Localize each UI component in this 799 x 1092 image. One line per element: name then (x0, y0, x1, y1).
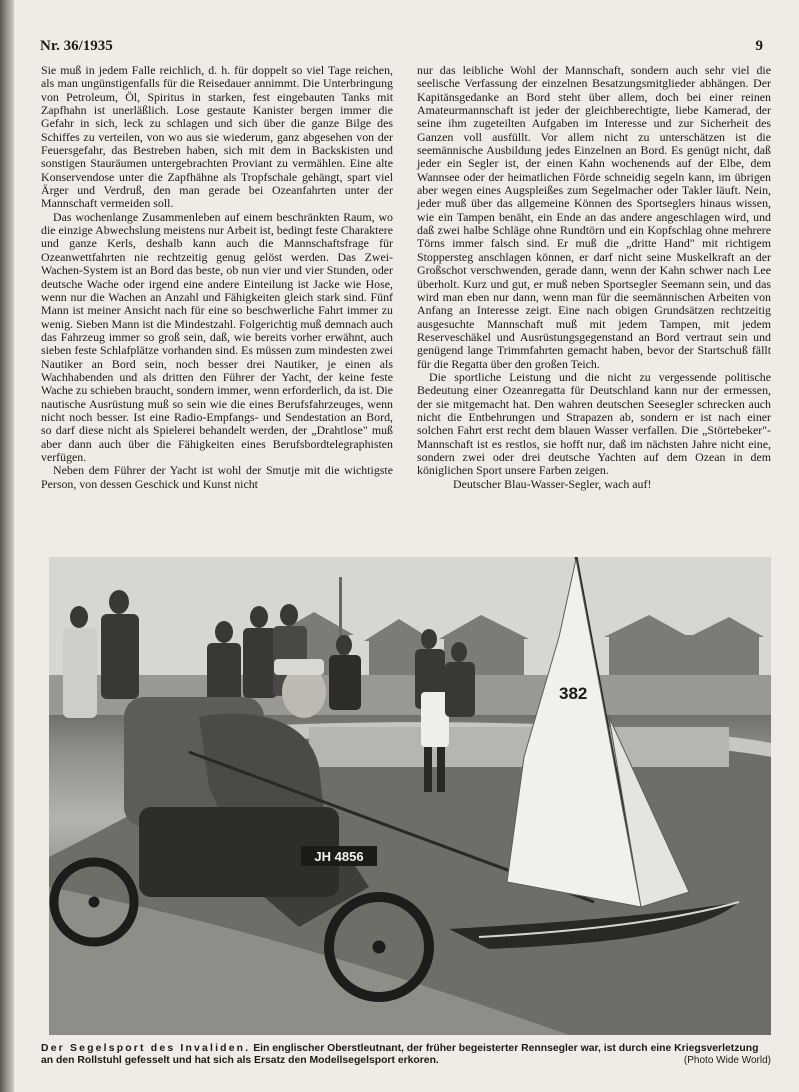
sail-number: 382 (559, 684, 588, 703)
issue-number: Nr. 36/1935 (40, 38, 113, 54)
right-column (417, 64, 771, 491)
paragraph: Das wochenlange Zusammenleben auf einem beschränkten Raum, wo die einzige Abwechslung meistens nur Arbeit ist, bedingt feste Charaktere und ganze Kerls, deshalb kann auch die Mannschaftsfrage für Ozeanwettfahrten nie rechtzeitig genug gelöst werden. Das Zwei-Wachen-System ist an Bord das beste, ob nun vier und vier Stunden, oder deutsche Wache oder irgend eine andere Einteilung ist Jacke wie Hose, wenn nur die Wachen an Anzahl und Fähigkeiten gleich stark sind. Fünf Mann ist meiner Ansicht nach für eine so beschwerliche Fahrt immer zu wenig. Sieben Mann ist die Mindestzahl. Folgerichtig muß demnach auch das Fahrzeug immer so groß sein, daß, wie bereits vorher erwähnt, auch sieben feste Schlafplätze vorhanden sind. Es müssen zum mindesten zwei Nautiker an Bord sein, noch besser drei Nautiker, je einen als Wachhabenden und als dritten den Führer der Yacht, der keine feste Wache zu schieben braucht, sondern immer, wenn erforderlich, da ist. Die nautische Ausrüstung muß so sein wie die eines Berufsfahrzeuges, wenn nicht noch besser. Ist eine Radio-Empfangs- und Sendestation an Bord, so darf diese nicht als Spielerei behandelt werden, der „Drahtlose" muß aber dann auch über die Fähigkeiten eines Berufsbordtelegraphisten verfügen. (41, 209, 393, 464)
photo-credit: (Photo Wide World) (683, 1055, 771, 1066)
closing-line: Deutscher Blau-Wasser-Segler, wach auf! (453, 476, 652, 491)
caption-text: Ein englischer Oberstleutnant, der früher begeisterter Rennsegler war, ist durch eine Kriegsverletzung an den Rollstuhl gefesselt und hat sich als Ersatz den Modellsegelsport erkoren. (41, 1043, 759, 1067)
photograph (49, 557, 771, 1035)
page-header (40, 38, 763, 58)
photo-illustration (49, 557, 771, 1035)
paragraph: nur das leibliche Wohl der Mannschaft, sondern auch sehr viel die seelische Verfassung der einzelnen Besatzungsmitglieder abhängen. Der Kapitänsgedanke an Bord steht über allem, doch bei einer reinen Amateurmannschaft ist jeder der gleichberechtigte, liebe Kamerad, der seine ihm zugeteilten Aufgaben im Interesse und zur Sicherheit des Ganzen voll ausfüllt. Vor allem nicht zu unterschätzen ist die seemännische Ausbildung jedes Einzelnen an Bord. Es genügt nicht, daß jeder ein Segler ist, der einen Kahn wochenends auf der Elbe, dem Wannsee oder der heimatlichen Förde schneidig segeln kann, im übrigen aber wegen eines Augspleißes zum Segelmacher oder Takler läuft. Nein, jeder muß über das allgemeine Können des Sportseglers hinaus wissen, wie ein Tampen benäht, ein Ende an das andere angeschlagen wird, und daß zwei halbe Schläge ohne Rundtörn und ein Kopfschlag ohne mehrere Törns immer falsch sind. Er muß die „dritte Hand" mit richtigem Stoppersteg anschlagen können, er darf nicht seine Muskelkraft an der Großschot verschwenden, gerade dann, wenn der Kahn schwer nach Lee überholt. Kurz und gut, er muß neben Sportsegler Seemann sein, und das wird man eben nur dann, wenn man für die seemännischen Arbeiten von Anfang an Interesse zeigt. Eine nach obigen Grundsätzen rechtzeitig ausgesuchte Mannschaft muß mit jedem Tampen, mit jedem Reserveschäkel und Ausrüstungsgegenstand an Bord vertraut sein und genügend lange Trimmfahrten gemacht haben, bevor der Startschuß fällt für die Regatta über den großen Teich. (417, 63, 771, 371)
caption-title: Der Segelsport des Invaliden. (41, 1043, 251, 1054)
paragraph: Neben dem Führer der Yacht ist wohl der Smutje mit die wichtigste Person, von dessen Geschick und Kunst nicht (41, 463, 393, 491)
page-number: 9 (755, 38, 763, 54)
number-plate: JH 4856 (314, 849, 364, 864)
photo-caption (41, 1043, 771, 1068)
paragraph: Sie muß in jedem Falle reichlich, d. h. für doppelt so viel Tage reichen, als man ungünstigenfalls für die Reisedauer annimmt. Die Unterbringung von Petroleum, Öl, Spiritus in starken, fest eingebauten Tanks mit Zapfhahn ist unerläßlich. Lose gestaute Kanister bergen immer die Gefahr in sich, leck zu schlagen und sich über die ganze Bilge des Schiffes zu verteilen, von wo aus sie wiederum, ganz abgesehen von der Feuersgefahr, das Bestreben haben, sich mit dem in Backskisten und sonstigen Stauräumen untergebrachten Proviant zu vermählen. Eine alte Konservendose unter die Zapfhähne als Tropfschale gehängt, spart viel Ärger und Verdruß, den man gerade bei Ozeanfahrten unter der Mannschaft vermeiden soll. (41, 63, 393, 211)
binding-spine (0, 0, 14, 1092)
paragraph: Die sportliche Leistung und die nicht zu vergessende politische Bedeutung einer Ozeanregatta für Deutschland kann nur der ermessen, der sie mitgemacht hat. Den wahren deutschen Seesegler schrecken auch nicht die Entbehrungen und Strapazen ab, sondern er ist nach einer solchen Fahrt erst recht dem blauen Wasser verfallen. Die „Störtebeker"-Mannschaft ist es restlos, sie hofft nur, daß im nächsten Jahre nicht eine, sondern zwei oder drei deutsche Yachten auf dem Ozean in dem königlichen Sport unsere Farben zeigen. (417, 369, 771, 478)
left-column (41, 64, 393, 491)
